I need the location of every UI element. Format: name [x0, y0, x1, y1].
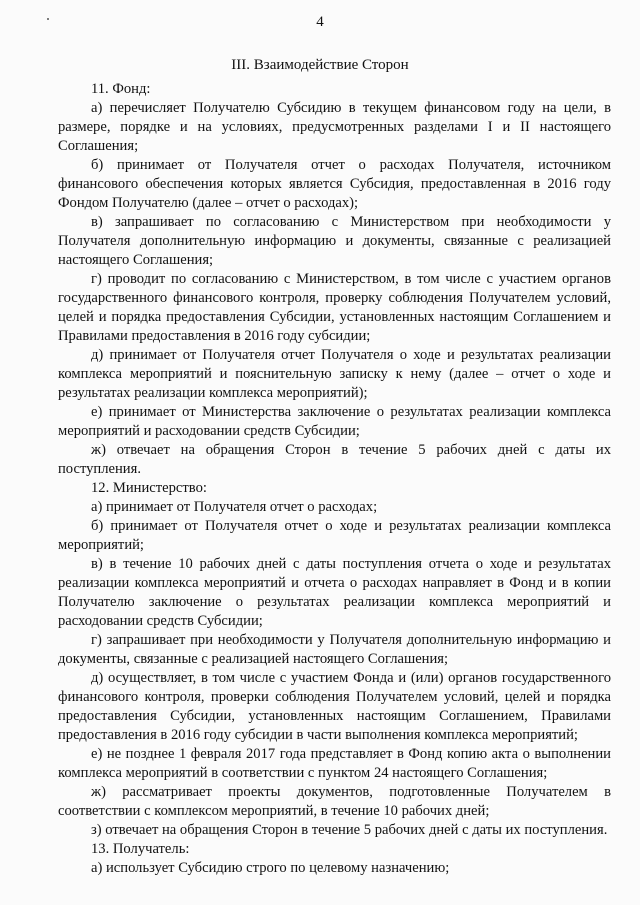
- paragraph: ж) рассматривает проекты документов, подготовленные Получателем в соответствии с комплексом мероприятий, в течение 10 рабочих дней;: [58, 784, 611, 819]
- paragraph: б) принимает от Получателя отчет о ходе и результатах реализации комплекса мероприятий;: [58, 518, 611, 553]
- paragraph: г) проводит по согласованию с Министерством, в том числе с участием органов государственного финансового контроля, проверку соблюдения Получателем условий, целей и порядка предоставления Субсидии, установленных настоящим Соглашением и Правилами предоставления в 2016 году субсидии;: [58, 271, 611, 344]
- paragraph: е) не позднее 1 февраля 2017 года представляет в Фонд копию акта о выполнении комплекса мероприятий в соответствии с пунктом 24 настоящего Соглашения;: [58, 746, 611, 781]
- paragraph: 13. Получатель:: [91, 841, 190, 857]
- paragraph: в) запрашивает по согласованию с Министерством при необходимости у Получателя дополнительную информацию и документы, связанные с реализацией настоящего Соглашения;: [58, 214, 611, 268]
- paragraph: 11. Фонд:: [91, 81, 151, 97]
- paragraph: е) принимает от Министерства заключение о результатах реализации комплекса мероприятий и расходовании средств Субсидии;: [58, 404, 611, 439]
- paragraph: д) осуществляет, в том числе с участием Фонда и (или) органов государственного финансового контроля, проверки соблюдения Получателем условий, целей и порядка предоставления Субсидии, установленных настоящим Соглашением, Правилами предоставления в 2016 году субсидии в части выполнения комплекса мероприятий;: [58, 670, 611, 743]
- paragraph: б) принимает от Получателя отчет о расходах Получателя, источником финансового обеспечения которых является Субсидия, предоставленная в 2016 году Фондом Получателю (далее – отчет о расходах);: [58, 157, 611, 211]
- page-number: 4: [316, 14, 324, 30]
- paragraph: 12. Министерство:: [91, 480, 207, 496]
- paragraph: в) в течение 10 рабочих дней с даты поступления отчета о ходе и результатах реализации комплекса мероприятий и отчета о расходах направляет в Фонд и в копии Получателю заключение о результатах реализации комплекса мероприятий и расходовании средств Субсидии;: [58, 556, 611, 629]
- paragraph: д) принимает от Получателя отчет Получателя о ходе и результатах реализации комплекса мероприятий и пояснительную записку к нему (далее – отчет о ходе и результатах реализации комплекса мероприятий);: [58, 347, 611, 401]
- section-title: III. Взаимодействие Сторон: [231, 57, 409, 73]
- paragraph: з) отвечает на обращения Сторон в течение 5 рабочих дней с даты их поступления.: [91, 822, 608, 838]
- paragraph: г) запрашивает при необходимости у Получателя дополнительную информацию и документы, связанные с реализацией настоящего Соглашения;: [58, 632, 611, 667]
- paragraph: а) перечисляет Получателю Субсидию в текущем финансовом году на цели, в размере, порядке и на условиях, предусмотренных разделами I и II настоящего Соглашения;: [58, 100, 611, 154]
- paragraph: ж) отвечает на обращения Сторон в течение 5 рабочих дней с даты их поступления.: [58, 442, 611, 477]
- paragraph: а) использует Субсидию строго по целевому назначению;: [91, 860, 450, 876]
- paragraph: а) принимает от Получателя отчет о расходах;: [91, 499, 378, 515]
- document-body: [58, 80, 611, 878]
